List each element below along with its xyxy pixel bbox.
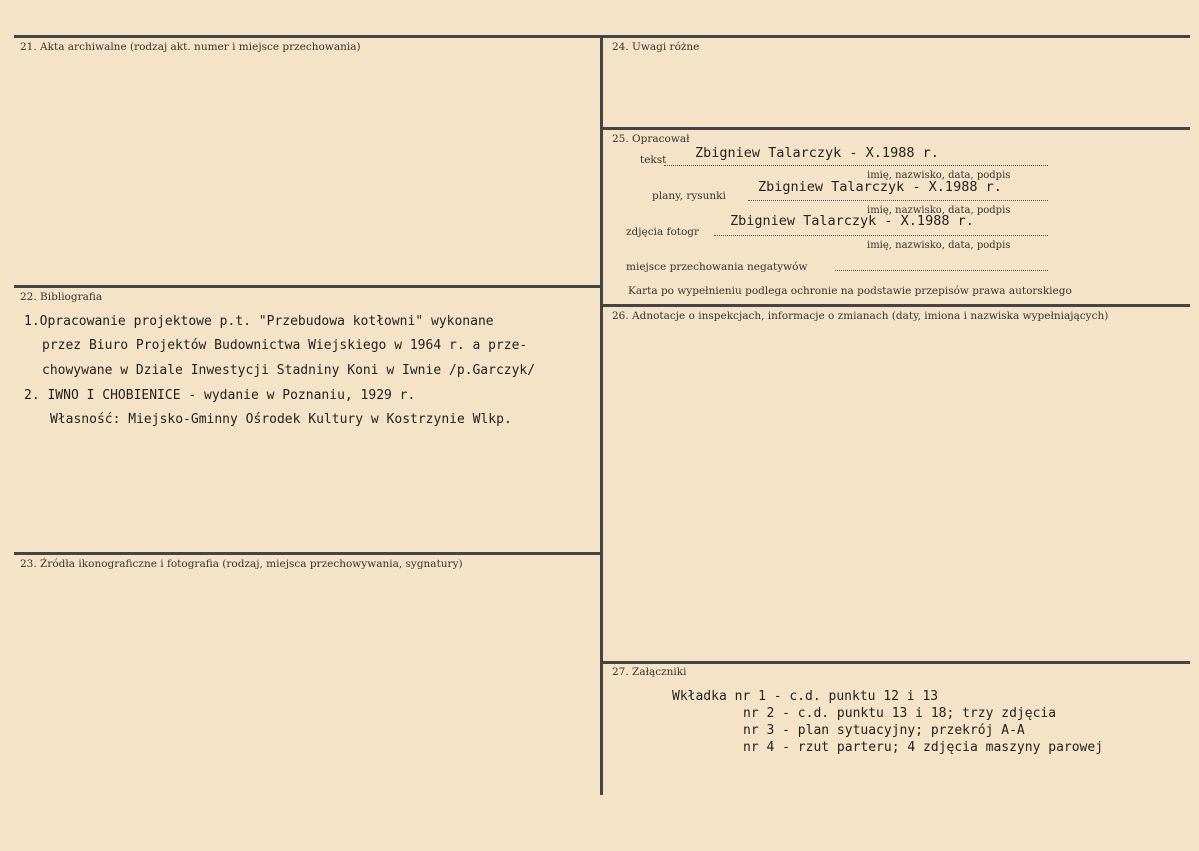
zdjecia-value: Zbigniew Talarczyk - X.1988 r.: [730, 213, 974, 229]
attachment-line-1: Wkładka nr 1 - c.d. punktu 12 i 13: [672, 689, 939, 704]
section-27-label: 27. Załączniki: [612, 666, 687, 678]
divider-left-22: [14, 285, 602, 288]
attachment-line-3: nr 3 - plan sytuacyjny; przekrój A-A: [743, 723, 1025, 738]
zdjecia-hint: imię, nazwisko, data, podpis: [867, 240, 1011, 251]
attachment-line-2: nr 2 - c.d. punktu 13 i 18; trzy zdjęcia: [743, 706, 1057, 721]
plany-value: Zbigniew Talarczyk - X.1988 r.: [758, 179, 1002, 195]
bibliography-line-5: Własność: Miejsko-Gminny Ośrodek Kultury w Kostrzynie Wlkp.: [50, 412, 512, 427]
bibliography-line-2: przez Biuro Projektów Budownictwa Wiejskiego w 1964 r. a prze-: [42, 338, 528, 353]
tekst-dotted-line: [664, 165, 1048, 166]
bibliography-line-3: chowywane w Dziale Inwestycji Stadniny Koni w Iwnie /p.Garczyk/: [42, 363, 536, 378]
bibliography-line-1: 1.Opracowanie projektowe p.t. "Przebudowa kotłowni" wykonane: [24, 314, 494, 329]
divider-right-25: [602, 127, 1190, 130]
divider-right-26: [602, 304, 1190, 307]
negatywy-label: miejsce przechowania negatywów: [626, 261, 808, 273]
copyright-note: Karta po wypełnieniu podlega ochronie na podstawie przepisów prawa autorskiego: [628, 285, 1072, 297]
section-25-label: 25. Opracował: [612, 133, 690, 145]
attachment-line-4: nr 4 - rzut parteru; 4 zdjęcia maszyny parowej: [743, 740, 1104, 755]
bibliography-line-4: 2. IWNO I CHOBIENICE - wydanie w Poznaniu, 1929 r.: [24, 388, 416, 403]
zdjecia-dotted-line: [714, 235, 1048, 236]
section-23-label: 23. Źródła ikonograficzne i fotografia (rodzaj, miejsca przechowywania, sygnatury): [20, 558, 463, 570]
negatywy-dotted-line: [835, 270, 1048, 271]
section-26-label: 26. Adnotacje o inspekcjach, informacje o zmianach (daty, imiona i nazwiska wypełniających): [612, 310, 1109, 322]
divider-left-23: [14, 552, 602, 555]
divider-center: [600, 35, 603, 795]
divider-right-27: [602, 661, 1190, 664]
section-21-label: 21. Akta archiwalne (rodzaj akt. numer i miejsce przechowania): [20, 41, 361, 53]
tekst-value: Zbigniew Talarczyk - X.1988 r.: [695, 145, 939, 161]
tekst-hint: imię, nazwisko, data, podpis: [867, 170, 1011, 181]
section-22-label: 22. Bibliografia: [20, 291, 103, 303]
plany-dotted-line: [748, 200, 1048, 201]
tekst-label: tekst: [640, 154, 667, 166]
plany-label: plany, rysunki: [652, 190, 726, 202]
zdjecia-label: zdjęcia fotogr: [626, 226, 700, 238]
plany-hint: imię, nazwisko, data, podpis: [867, 205, 1011, 216]
section-24-label: 24. Uwagi różne: [612, 41, 700, 53]
